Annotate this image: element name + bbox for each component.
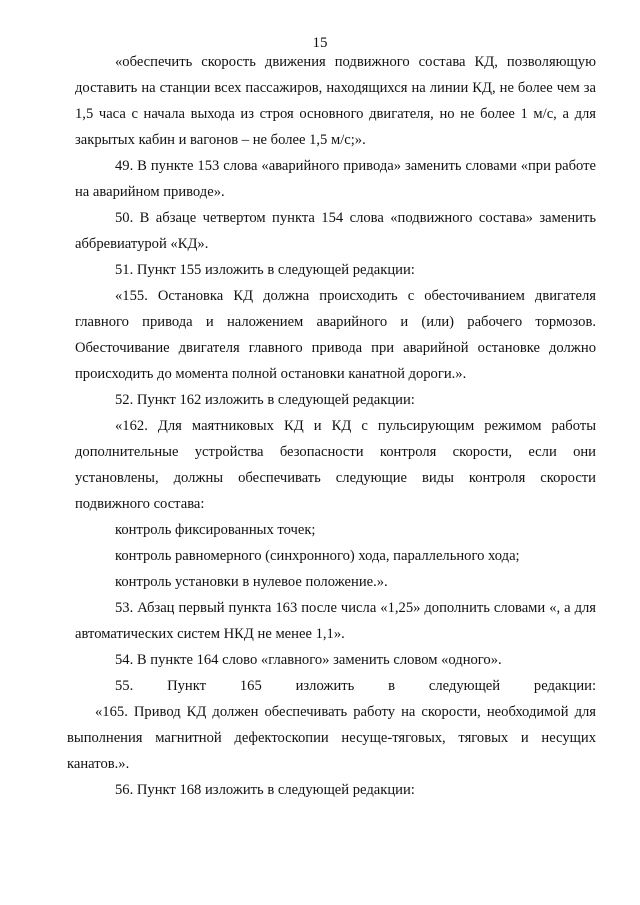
page-number: 15 (312, 35, 328, 51)
list-item-fixed-points: контроль фиксированных точек; (115, 522, 316, 538)
paragraph-item-56: 56. Пункт 168 изложить в следующей редакции: (115, 782, 415, 798)
paragraph-item-55: 55. Пункт 165 изложить в следующей редакции: (115, 678, 596, 694)
paragraph-item-53: 53. Абзац первый пункта 163 после числа «1,25» дополнить словами «, а для автоматических систем НКД не менее 1,1». (75, 600, 596, 642)
paragraph-quote-162: «162. Для маятниковых КД и КД с пульсирующим режимом работы дополнительные устройства безопасности контроля скорости, если они установлены, должны обеспечивать следующие виды контроля скорости подвижного состава: (75, 418, 596, 512)
document-body (67, 49, 596, 803)
paragraph-quote-165: «165. Привод КД должен обеспечивать работу на скорости, необходимой для выполнения магнитной дефектоскопии несуще-тяговых, тяговых и несущих канатов.». (67, 704, 596, 772)
paragraph-quote-155: «155. Остановка КД должна происходить с обесточиванием двигателя главного привода и наложением аварийного и (или) рабочего тормозов. Обесточивание двигателя главного привода при аварийной остановке должно происходить до момента полной остановки канатной дороги.». (75, 288, 596, 382)
list-item-synchronous: контроль равномерного (синхронного) хода, параллельного хода; (115, 548, 520, 564)
paragraph-quote-speed: «обеспечить скорость движения подвижного состава КД, позволяющую доставить на станции всех пассажиров, находящихся на линии КД, не более чем за 1,5 часа с начала выхода из строя основного двигателя, но не более 1 м/с, а для закрытых кабин и вагонов – не более 1,5 м/с;». (75, 54, 596, 148)
paragraph-item-54: 54. В пункте 164 слово «главного» заменить словом «одного». (115, 652, 502, 668)
paragraph-item-52: 52. Пункт 162 изложить в следующей редакции: (115, 392, 415, 408)
paragraph-item-51: 51. Пункт 155 изложить в следующей редакции: (115, 262, 415, 278)
list-item-zero-position: контроль установки в нулевое положение.». (115, 574, 388, 590)
paragraph-item-49: 49. В пункте 153 слова «аварийного привода» заменить словами «при работе на аварийном приводе». (75, 158, 596, 200)
paragraph-item-50: 50. В абзаце четвертом пункта 154 слова «подвижного состава» заменить аббревиатурой «КД». (75, 210, 596, 252)
